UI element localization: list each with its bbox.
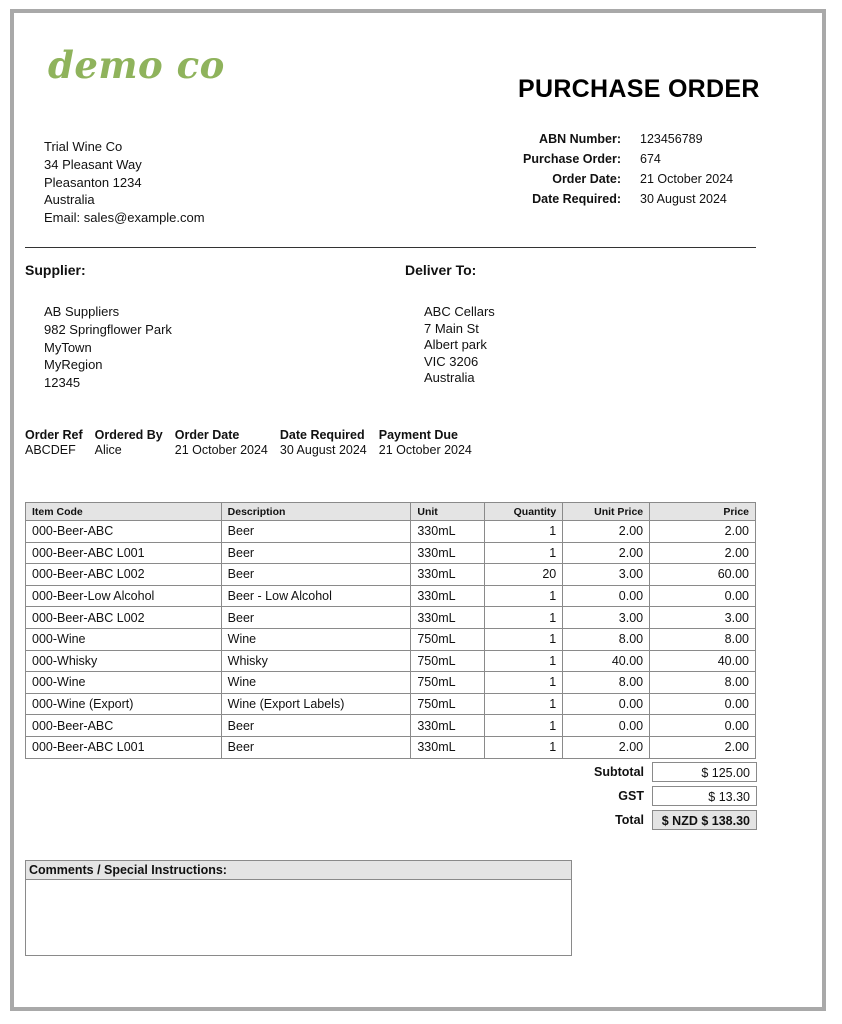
meta-value: 30 August 2024 — [640, 192, 727, 206]
deliver-to-heading: Deliver To: — [405, 262, 477, 278]
table-cell: 0.00 — [563, 715, 650, 737]
table-cell: 330mL — [411, 736, 485, 758]
table-cell: Beer - Low Alcohol — [221, 585, 411, 607]
table-cell: 000-Wine — [26, 672, 222, 694]
table-cell: Beer — [221, 542, 411, 564]
totals-block — [544, 760, 757, 832]
table-cell: 000-Beer-Low Alcohol — [26, 585, 222, 607]
table-cell: 2.00 — [563, 736, 650, 758]
column-header: Description — [221, 503, 411, 521]
purchase-order-page — [10, 9, 826, 1011]
table-cell: 2.00 — [563, 521, 650, 543]
table-cell: 3.00 — [563, 564, 650, 586]
table-cell: 3.00 — [563, 607, 650, 629]
table-header-row — [26, 503, 756, 521]
supplier-address — [44, 303, 172, 392]
comments-heading: Comments / Special Instructions: — [26, 861, 571, 880]
order-info-ref — [25, 428, 83, 458]
total-value: $ NZD $ 138.30 — [652, 810, 757, 830]
table-cell: 1 — [485, 715, 563, 737]
column-header: Item Code — [26, 503, 222, 521]
table-cell: 2.00 — [563, 542, 650, 564]
table-cell: 1 — [485, 585, 563, 607]
table-row — [26, 564, 756, 586]
company-address-line: Trial Wine Co — [44, 139, 123, 154]
table-row — [26, 736, 756, 758]
column-header: Unit Price — [563, 503, 650, 521]
table-cell: 8.00 — [650, 672, 756, 694]
items-table — [25, 502, 756, 759]
order-info-value: 21 October 2024 — [378, 443, 472, 457]
supplier-address-line: MyTown — [44, 339, 92, 355]
table-cell: 8.00 — [563, 628, 650, 650]
gst-label: GST — [618, 789, 644, 803]
order-info-value: 30 August 2024 — [279, 443, 367, 457]
table-cell: 000-Beer-ABC — [26, 715, 222, 737]
table-row — [26, 693, 756, 715]
table-cell: 330mL — [411, 715, 485, 737]
supplier-address-line: AB Suppliers — [44, 304, 120, 319]
table-cell: 750mL — [411, 650, 485, 672]
table-cell: Wine (Export Labels) — [221, 693, 411, 715]
meta-label: ABN Number: — [539, 132, 621, 146]
total-label: Total — [615, 813, 644, 827]
table-cell: 0.00 — [650, 693, 756, 715]
gst-row — [544, 784, 757, 808]
meta-label: Date Required: — [532, 192, 621, 206]
table-row — [26, 607, 756, 629]
table-row — [26, 628, 756, 650]
table-cell: 0.00 — [650, 715, 756, 737]
table-cell: Beer — [221, 521, 411, 543]
order-info-label: Date Required — [279, 428, 365, 442]
supplier-address-line: MyRegion — [44, 357, 103, 373]
meta-label: Purchase Order: — [523, 152, 621, 166]
table-cell: Beer — [221, 715, 411, 737]
header-divider — [25, 247, 756, 248]
table-cell: Beer — [221, 564, 411, 586]
table-cell: Wine — [221, 628, 411, 650]
gst-value: $ 13.30 — [652, 786, 757, 806]
table-cell: 1 — [485, 650, 563, 672]
table-cell: 1 — [485, 672, 563, 694]
table-row — [26, 521, 756, 543]
table-cell: 000-Wine (Export) — [26, 693, 222, 715]
deliver-address-line: ABC Cellars — [424, 304, 495, 319]
order-info-label: Order Ref — [25, 428, 83, 442]
order-info-payment-due — [379, 428, 472, 458]
table-cell: 000-Wine — [26, 628, 222, 650]
table-cell: 000-Beer-ABC L001 — [26, 542, 222, 564]
order-meta — [454, 129, 733, 209]
table-cell: 000-Beer-ABC L002 — [26, 607, 222, 629]
table-row — [26, 585, 756, 607]
column-header: Price — [650, 503, 756, 521]
table-cell: 8.00 — [650, 628, 756, 650]
table-cell: Wine — [221, 672, 411, 694]
comments-box — [25, 860, 572, 956]
table-cell: 40.00 — [563, 650, 650, 672]
table-cell: 8.00 — [563, 672, 650, 694]
table-cell: 0.00 — [650, 585, 756, 607]
order-info-label: Ordered By — [94, 428, 163, 442]
meta-row-date-required — [454, 189, 733, 209]
subtotal-row — [544, 760, 757, 784]
column-header: Quantity — [485, 503, 563, 521]
table-cell: Whisky — [221, 650, 411, 672]
table-cell: 2.00 — [650, 542, 756, 564]
subtotal-value: $ 125.00 — [652, 762, 757, 782]
table-cell: 000-Whisky — [26, 650, 222, 672]
table-cell: 000-Beer-ABC L002 — [26, 564, 222, 586]
table-cell: 0.00 — [563, 693, 650, 715]
company-logo: demo co — [48, 43, 225, 87]
table-cell: 1 — [485, 628, 563, 650]
deliver-address-line: Albert park — [424, 337, 487, 353]
column-header: Unit — [411, 503, 485, 521]
order-info-value: ABCDEF — [25, 443, 76, 457]
table-cell: 330mL — [411, 542, 485, 564]
order-info-ordered-by — [95, 428, 163, 458]
order-info-label: Payment Due — [378, 428, 458, 442]
table-cell: 1 — [485, 542, 563, 564]
company-address — [44, 138, 205, 227]
table-cell: 60.00 — [650, 564, 756, 586]
order-info — [25, 428, 484, 458]
company-address-line: Pleasanton 1234 — [44, 174, 142, 190]
deliver-address-line: Australia — [424, 370, 475, 386]
table-cell: 2.00 — [650, 521, 756, 543]
meta-value: 674 — [640, 152, 661, 166]
table-cell: 1 — [485, 521, 563, 543]
table-cell: 000-Beer-ABC — [26, 521, 222, 543]
order-info-value: Alice — [94, 443, 122, 457]
deliver-to-address — [424, 304, 495, 387]
table-cell: 1 — [485, 693, 563, 715]
table-cell: 330mL — [411, 607, 485, 629]
order-info-value: 21 October 2024 — [174, 443, 268, 457]
supplier-heading: Supplier: — [25, 262, 86, 278]
supplier-address-line: 982 Springflower Park — [44, 321, 172, 337]
meta-label: Order Date: — [552, 172, 621, 186]
table-cell: 40.00 — [650, 650, 756, 672]
table-cell: 750mL — [411, 628, 485, 650]
meta-row-abn — [454, 129, 733, 149]
table-cell: 20 — [485, 564, 563, 586]
meta-row-order-date — [454, 169, 733, 189]
order-info-order-date — [175, 428, 268, 458]
table-row — [26, 542, 756, 564]
table-cell: Beer — [221, 736, 411, 758]
table-cell: 000-Beer-ABC L001 — [26, 736, 222, 758]
company-email: Email: sales@example.com — [44, 210, 205, 226]
table-cell: 1 — [485, 607, 563, 629]
meta-value: 21 October 2024 — [640, 172, 734, 186]
deliver-address-line: 7 Main St — [424, 320, 479, 336]
table-row — [26, 672, 756, 694]
total-row — [544, 808, 757, 832]
table-cell: 750mL — [411, 693, 485, 715]
subtotal-label: Subtotal — [594, 765, 644, 779]
table-cell: 0.00 — [563, 585, 650, 607]
table-cell: 3.00 — [650, 607, 756, 629]
table-row — [26, 650, 756, 672]
table-cell: 330mL — [411, 564, 485, 586]
document-title: PURCHASE ORDER — [518, 75, 760, 103]
table-cell: 330mL — [411, 585, 485, 607]
items-table-body — [26, 521, 756, 759]
meta-row-purchase-order — [454, 149, 733, 169]
table-cell: 1 — [485, 736, 563, 758]
supplier-address-line: 12345 — [44, 375, 81, 391]
table-row — [26, 715, 756, 737]
table-cell: 750mL — [411, 672, 485, 694]
table-cell: 330mL — [411, 521, 485, 543]
company-address-line: 34 Pleasant Way — [44, 156, 142, 172]
table-cell: 2.00 — [650, 736, 756, 758]
table-cell: Beer — [221, 607, 411, 629]
order-info-label: Order Date — [174, 428, 240, 442]
order-info-date-required — [280, 428, 367, 458]
deliver-address-line: VIC 3206 — [424, 353, 479, 369]
meta-value: 123456789 — [640, 132, 703, 146]
company-address-line: Australia — [44, 192, 95, 208]
